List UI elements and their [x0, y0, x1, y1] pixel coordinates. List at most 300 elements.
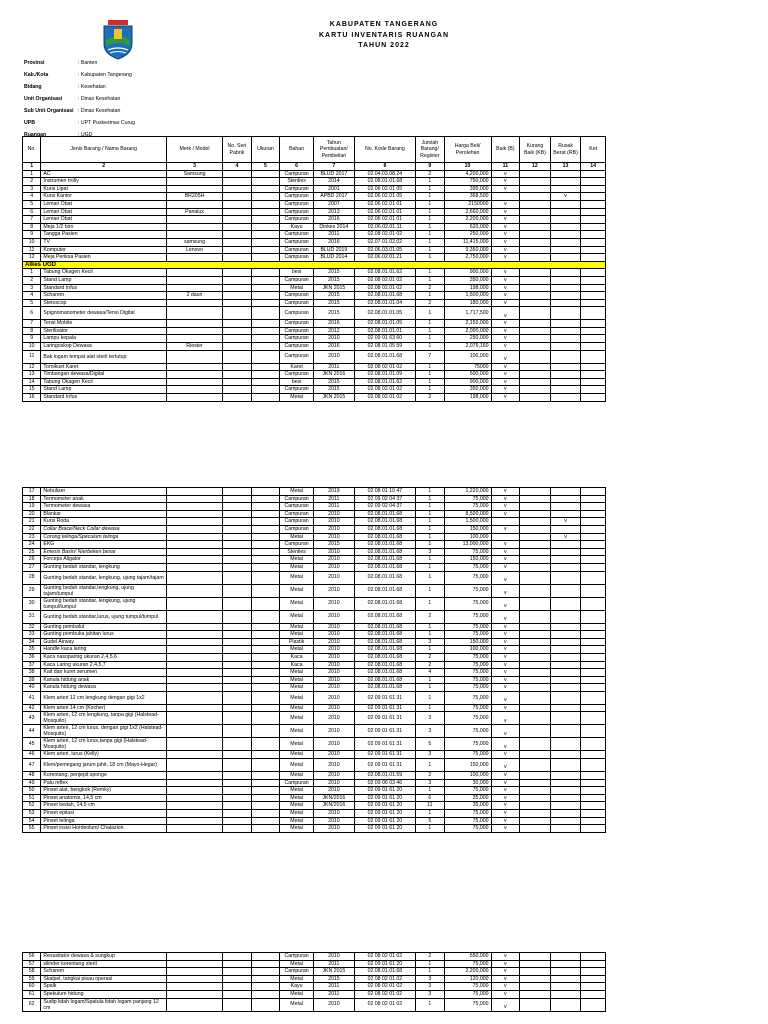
cell-no: 13: [23, 371, 41, 379]
cell-ukuran: [251, 200, 280, 208]
cell-bahan: Campuran: [280, 246, 314, 254]
cell-merk: [166, 503, 222, 511]
column-number: 1: [23, 163, 41, 171]
cell-nama-barang: Scharem: [41, 292, 167, 300]
cell-nama-barang: Meja 1/2 biro: [41, 223, 167, 231]
section-row: [23, 261, 606, 269]
cell-rusak-berat: [550, 563, 581, 571]
cell-nama-barang: Spignomanometer dewasa/Tensi Digital: [41, 307, 167, 320]
cell-no: 15: [23, 386, 41, 394]
table-row: [23, 669, 606, 677]
cell-ukuran: [251, 533, 280, 541]
cell-harga: 75,000: [444, 584, 491, 597]
cell-tahun: 2016: [313, 216, 354, 224]
cell-kurang-baik: [520, 779, 551, 787]
cell-merk: samsung: [166, 238, 222, 246]
cell-harga: 100,000: [444, 772, 491, 780]
cell-harga: 9,350,000: [444, 246, 491, 254]
cell-baik: [491, 533, 520, 541]
cell-no-seri: [223, 738, 252, 751]
cell-no-seri: [223, 998, 252, 1011]
column-number: 2: [41, 163, 167, 171]
cell-no-seri: [223, 676, 252, 684]
cell-rusak-berat: [550, 759, 581, 772]
cell-ukuran: [251, 725, 280, 738]
cell-no: 50: [23, 787, 41, 795]
cell-no-seri: [223, 200, 252, 208]
table-row: [23, 787, 606, 795]
cell-kurang-baik: [520, 772, 551, 780]
cell-merk: [166, 394, 222, 402]
section-title: Alkes UGD: [23, 261, 606, 269]
cell-tahun: 2010: [313, 817, 354, 825]
cell-bahan: Kaca: [280, 661, 314, 669]
table-row: [23, 307, 606, 320]
table-row: [23, 350, 606, 363]
cell-no: 5: [23, 299, 41, 307]
cell-kurang-baik: [520, 170, 551, 178]
cell-harga: 550,000: [444, 953, 491, 961]
cell-baik: v: [491, 386, 520, 394]
table-row: [23, 556, 606, 564]
cell-harga: 2,750,000: [444, 254, 491, 262]
cell-tahun: 2010: [313, 953, 354, 961]
cell-ukuran: [251, 787, 280, 795]
column-number-row: [23, 163, 606, 171]
cell-kode-barang: 02.08 02.01 02: [354, 276, 415, 284]
cell-bahan: Stenlies: [280, 178, 314, 186]
cell-merk: [166, 953, 222, 961]
cell-kode-barang: 02 09 06 03 46: [354, 779, 415, 787]
cell-nama-barang: Kait dan kuret serumen: [41, 669, 167, 677]
cell-kode-barang: 02 08 01 10 47: [354, 488, 415, 496]
cell-rusak-berat: [550, 704, 581, 712]
cell-no-seri: [223, 525, 252, 533]
cell-tahun: 2010: [313, 725, 354, 738]
cell-kurang-baik: [520, 712, 551, 725]
cell-no: 20: [23, 510, 41, 518]
cell-baik: v: [491, 684, 520, 692]
cell-nama-barang: Timbangan dewasa/Digital: [41, 371, 167, 379]
cell-bahan: Campuran: [280, 238, 314, 246]
cell-kode-barang: 02.08.01.01.09: [354, 371, 415, 379]
cell-baik: v: [491, 548, 520, 556]
cell-ukuran: [251, 990, 280, 998]
cell-merk: [166, 610, 222, 623]
cell-no: 41: [23, 691, 41, 704]
cell-no: 47: [23, 759, 41, 772]
cell-tahun: 2011: [313, 363, 354, 371]
cell-ukuran: [251, 653, 280, 661]
cell-ket: [581, 548, 606, 556]
cell-no: 10: [23, 238, 41, 246]
cell-ukuran: [251, 503, 280, 511]
cell-kurang-baik: [520, 548, 551, 556]
cell-ket: [581, 284, 606, 292]
cell-bahan: Campuran: [280, 343, 314, 351]
cell-merk: [166, 802, 222, 810]
cell-bahan: Metal: [280, 704, 314, 712]
cell-bahan: Campuran: [280, 170, 314, 178]
cell-kurang-baik: [520, 307, 551, 320]
cell-merk: [166, 327, 222, 335]
cell-bahan: Campuran: [280, 525, 314, 533]
cell-no: 42: [23, 704, 41, 712]
cell-ket: [581, 960, 606, 968]
cell-kurang-baik: [520, 998, 551, 1011]
cell-kode-barang: 02 08 02 01 02: [354, 998, 415, 1011]
cell-kurang-baik: [520, 503, 551, 511]
cell-bahan: Metal: [280, 684, 314, 692]
cell-harga: 75,000: [444, 787, 491, 795]
cell-bahan: Plastik: [280, 638, 314, 646]
cell-no: 2: [23, 178, 41, 186]
cell-harga: 75,000: [444, 563, 491, 571]
column-header-merk: Merk / Model: [166, 137, 222, 163]
cell-ukuran: [251, 960, 280, 968]
cell-rusak-berat: [550, 495, 581, 503]
cell-ket: [581, 276, 606, 284]
meta-value: : Banten: [78, 60, 98, 66]
cell-no: 16: [23, 394, 41, 402]
cell-harga: 75,000: [444, 661, 491, 669]
cell-rusak-berat: [550, 548, 581, 556]
cell-jumlah: 1: [416, 584, 445, 597]
cell-merk: [166, 638, 222, 646]
table-row: [23, 960, 606, 968]
cell-nama-barang: Stand Lamp: [41, 276, 167, 284]
cell-harga: 900,000: [444, 269, 491, 277]
cell-kode-barang: 02.08.01.01.68: [354, 525, 415, 533]
cell-nama-barang: Tabung Okagen Kecil: [41, 269, 167, 277]
table-row: [23, 968, 606, 976]
cell-baik: v: [491, 983, 520, 991]
cell-jumlah: 1: [416, 254, 445, 262]
cell-bahan: Metal: [280, 990, 314, 998]
cell-kurang-baik: [520, 269, 551, 277]
cell-no: 49: [23, 779, 41, 787]
cell-no: 55: [23, 825, 41, 833]
cell-bahan: Metal: [280, 676, 314, 684]
cell-merk: Riester: [166, 343, 222, 351]
cell-rusak-berat: [550, 216, 581, 224]
cell-merk: Panalux: [166, 208, 222, 216]
cell-no-seri: [223, 802, 252, 810]
cell-kurang-baik: [520, 725, 551, 738]
cell-ket: [581, 661, 606, 669]
cell-jumlah: 1: [416, 327, 445, 335]
cell-tahun: 2010: [313, 653, 354, 661]
cell-no: 30: [23, 597, 41, 610]
cell-ket: [581, 990, 606, 998]
cell-bahan: Campuran: [280, 276, 314, 284]
cell-ket: [581, 269, 606, 277]
cell-ukuran: [251, 525, 280, 533]
table-row: [23, 208, 606, 216]
cell-jumlah: 1: [416, 541, 445, 549]
cell-merk: [166, 488, 222, 496]
cell-rusak-berat: [550, 661, 581, 669]
cell-no-seri: [223, 759, 252, 772]
cell-baik: v: [491, 292, 520, 300]
cell-baik: v: [491, 503, 520, 511]
cell-rusak-berat: [550, 623, 581, 631]
meta-label: Sub Unit Organisasi: [24, 108, 74, 114]
cell-rusak-berat: [550, 802, 581, 810]
cell-no-seri: [223, 810, 252, 818]
cell-nama-barang: Termometer anak: [41, 495, 167, 503]
cell-nama-barang: EKG: [41, 541, 167, 549]
cell-merk: [166, 691, 222, 704]
cell-kode-barang: 02 08 02 01 02: [354, 363, 415, 371]
cell-no-seri: [223, 704, 252, 712]
cell-nama-barang: Standard Infus: [41, 284, 167, 292]
cell-nama-barang: Lampu kepala: [41, 335, 167, 343]
cell-jumlah: 1: [416, 503, 445, 511]
cell-ukuran: [251, 208, 280, 216]
cell-kurang-baik: [520, 810, 551, 818]
cell-nama-barang: Kursi Lipat: [41, 185, 167, 193]
cell-kode-barang: 02.08.01.01.68: [354, 510, 415, 518]
cell-kode-barang: 02.06 02.01 05: [354, 185, 415, 193]
cell-merk: [166, 597, 222, 610]
cell-merk: [166, 200, 222, 208]
cell-no: 7: [23, 320, 41, 328]
table-row: [23, 170, 606, 178]
cell-ket: [581, 983, 606, 991]
cell-nama-barang: Sudip lidah logam/Spatula lidah logam panjang 12 cm: [41, 998, 167, 1011]
cell-merk: [166, 571, 222, 584]
cell-no-seri: [223, 254, 252, 262]
cell-tahun: 2011: [313, 960, 354, 968]
cell-kurang-baik: [520, 200, 551, 208]
cell-merk: [166, 968, 222, 976]
cell-bahan: Campuran: [280, 968, 314, 976]
table-row: [23, 231, 606, 239]
cell-kode-barang: 02.08.01.01.68: [354, 623, 415, 631]
cell-rusak-berat: [550, 178, 581, 186]
cell-ukuran: [251, 751, 280, 759]
cell-harga: 1,717,500: [444, 307, 491, 320]
cell-baik: v: [491, 998, 520, 1011]
cell-kurang-baik: [520, 759, 551, 772]
cell-nama-barang: Komputer: [41, 246, 167, 254]
table-row: [23, 817, 606, 825]
cell-no: 31: [23, 610, 41, 623]
cell-ukuran: [251, 193, 280, 201]
cell-harga: 75,000: [444, 676, 491, 684]
cell-harga: 2,000,000: [444, 327, 491, 335]
cell-merk: [166, 371, 222, 379]
cell-no-seri: [223, 725, 252, 738]
cell-nama-barang: Gunting bedah standar,lurus, ujung tumpul/tumpul: [41, 610, 167, 623]
cell-harga: 2,660,000: [444, 208, 491, 216]
cell-tahun: 2012: [313, 327, 354, 335]
cell-rusak-berat: [550, 503, 581, 511]
cell-ket: [581, 825, 606, 833]
cell-ket: [581, 563, 606, 571]
cell-no: 21: [23, 518, 41, 526]
cell-no: 38: [23, 669, 41, 677]
cell-tahun: 2010: [313, 691, 354, 704]
cell-ukuran: [251, 307, 280, 320]
cell-bahan: Campuran: [280, 350, 314, 363]
cell-jumlah: 3: [416, 712, 445, 725]
cell-rusak-berat: [550, 669, 581, 677]
cell-no-seri: [223, 284, 252, 292]
cell-bahan: Metal: [280, 556, 314, 564]
table-row: [23, 518, 606, 526]
cell-no-seri: [223, 960, 252, 968]
cell-ukuran: [251, 276, 280, 284]
cell-tahun: 2010: [313, 669, 354, 677]
cell-jumlah: 1: [416, 704, 445, 712]
cell-jumlah: 1: [416, 320, 445, 328]
column-header-tahun: Tahun Pembuatan/ Pembelian: [313, 137, 354, 163]
column-number: 9: [416, 163, 445, 171]
cell-rusak-berat: [550, 335, 581, 343]
cell-ket: [581, 231, 606, 239]
cell-harga: 75,000: [444, 725, 491, 738]
cell-merk: Lenovo: [166, 246, 222, 254]
cell-kurang-baik: [520, 623, 551, 631]
cell-kode-barang: 02.08.01.01.68: [354, 178, 415, 186]
cell-rusak-berat: [550, 571, 581, 584]
column-header-kurang-baik: Kurang Baik (KB): [520, 137, 551, 163]
cell-jumlah: 1: [416, 378, 445, 386]
cell-jumlah: 2: [416, 661, 445, 669]
cell-ket: [581, 378, 606, 386]
cell-harga: 75,000: [444, 738, 491, 751]
cell-ukuran: [251, 223, 280, 231]
cell-rusak-berat: [550, 810, 581, 818]
cell-nama-barang: Pinset anatomis, 14,5 cm: [41, 794, 167, 802]
cell-ket: [581, 684, 606, 692]
cell-jumlah: 1: [416, 371, 445, 379]
cell-ukuran: [251, 335, 280, 343]
cell-ukuran: [251, 488, 280, 496]
cell-tahun: BLUD 2014: [313, 254, 354, 262]
cell-tahun: 2010: [313, 684, 354, 692]
table-row: [23, 320, 606, 328]
cell-rusak-berat: [550, 779, 581, 787]
cell-harga: 2,200,000: [444, 216, 491, 224]
cell-bahan: Metal: [280, 284, 314, 292]
cell-merk: [166, 533, 222, 541]
cell-no-seri: [223, 208, 252, 216]
cell-bahan: Metal: [280, 960, 314, 968]
cell-ukuran: [251, 998, 280, 1011]
cell-jumlah: 1: [416, 231, 445, 239]
cell-tahun: 2015: [313, 378, 354, 386]
cell-ukuran: [251, 691, 280, 704]
cell-jumlah: 1: [416, 276, 445, 284]
cell-ket: [581, 712, 606, 725]
cell-kode-barang: 02.08.01.01.68: [354, 631, 415, 639]
cell-ukuran: [251, 571, 280, 584]
cell-no: 14: [23, 378, 41, 386]
cell-no-seri: [223, 246, 252, 254]
cell-rusak-berat: [550, 953, 581, 961]
cell-no-seri: [223, 292, 252, 300]
cell-tahun: 2015: [313, 307, 354, 320]
table-row: [23, 738, 606, 751]
cell-baik: v: [491, 676, 520, 684]
cell-tahun: 2010: [313, 350, 354, 363]
cell-bahan: Metal: [280, 759, 314, 772]
cell-ket: [581, 556, 606, 564]
cell-no-seri: [223, 548, 252, 556]
cell-merk: [166, 363, 222, 371]
cell-ket: [581, 223, 606, 231]
cell-tahun: 2011: [313, 503, 354, 511]
cell-merk: [166, 631, 222, 639]
cell-kode-barang: 02.08.01.01.68: [354, 638, 415, 646]
cell-rusak-berat: [550, 488, 581, 496]
cell-merk: [166, 676, 222, 684]
cell-rusak-berat: [550, 610, 581, 623]
cell-kurang-baik: [520, 533, 551, 541]
cell-no-seri: [223, 825, 252, 833]
cell-kurang-baik: [520, 335, 551, 343]
cell-jumlah: 1: [416, 646, 445, 654]
cell-bahan: Campuran: [280, 541, 314, 549]
cell-jumlah: 1: [416, 200, 445, 208]
cell-no: 27: [23, 563, 41, 571]
cell-no-seri: [223, 363, 252, 371]
cell-harga: 120,000: [444, 975, 491, 983]
cell-baik: [491, 193, 520, 201]
cell-merk: [166, 661, 222, 669]
cell-baik: v: [491, 975, 520, 983]
cell-rusak-berat: [550, 320, 581, 328]
cell-jumlah: 1: [416, 623, 445, 631]
cell-kode-barang: 02 09 01 61 20: [354, 817, 415, 825]
cell-kurang-baik: [520, 378, 551, 386]
cell-kode-barang: 02 08 02 01 02: [354, 953, 415, 961]
cell-ukuran: [251, 676, 280, 684]
cell-jumlah: 6: [416, 794, 445, 802]
cell-nama-barang: Kaca Laring ukuran 2,4,5,7: [41, 661, 167, 669]
cell-baik: v: [491, 335, 520, 343]
cell-ukuran: [251, 541, 280, 549]
column-number: 7: [313, 163, 354, 171]
cell-kode-barang: 02.08.01.01.68: [354, 661, 415, 669]
cell-jumlah: 2: [416, 170, 445, 178]
table-row: [23, 684, 606, 692]
cell-merk: [166, 548, 222, 556]
cell-baik: v: [491, 343, 520, 351]
cell-baik: v: [491, 704, 520, 712]
cell-harga: 75,000: [444, 669, 491, 677]
cell-merk: [166, 556, 222, 564]
cell-tahun: 2010: [313, 638, 354, 646]
table-row: [23, 751, 606, 759]
cell-harga: 75,000: [444, 998, 491, 1011]
cell-kode-barang: 02.08.01.01.05: [354, 307, 415, 320]
cell-kurang-baik: [520, 510, 551, 518]
cell-tahun: JKN/2016: [313, 794, 354, 802]
meta-label: Bidang: [24, 84, 42, 90]
cell-bahan: Campuran: [280, 292, 314, 300]
cell-jumlah: 1: [416, 343, 445, 351]
table-row: [23, 631, 606, 639]
cell-ket: [581, 292, 606, 300]
cell-baik: v: [491, 269, 520, 277]
cell-nama-barang: Spekulum hidung: [41, 990, 167, 998]
cell-no-seri: [223, 327, 252, 335]
cell-kurang-baik: [520, 661, 551, 669]
